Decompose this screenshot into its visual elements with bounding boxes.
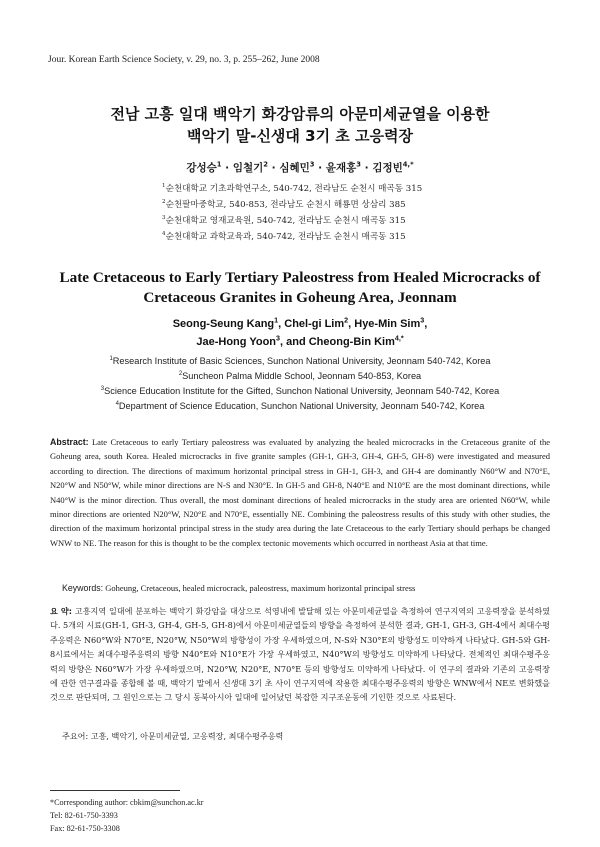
author-en-sup: 1 — [274, 316, 279, 325]
affiliation-text: Research Institute of Basic Sciences, Sunchon National University, Jeonnam 540-742, Korea — [112, 356, 491, 366]
author-en: Seong-Seung Kang — [172, 318, 275, 330]
abstract-ko — [50, 604, 550, 705]
english-title-line-1: Late Cretaceous to Early Tertiary Paleostress from Healed Microcracks of — [59, 269, 541, 286]
corresponding-author: *Corresponding author: cbkim@sunchon.ac.kr — [50, 798, 204, 807]
affiliation-text: Suncheon Palma Middle School, Jeonnam 540-853, Korea — [182, 371, 422, 381]
author-en-sep: , — [348, 318, 355, 330]
korean-affiliation — [162, 230, 406, 242]
affiliation-sup: 4 — [162, 231, 166, 238]
affiliation-sup: 2 — [178, 370, 183, 377]
author-en: Chel-gi Lim — [284, 318, 345, 330]
affiliation-sup: 1 — [109, 355, 113, 362]
english-affiliation — [0, 356, 600, 366]
abstract-label: Abstract: — [50, 437, 89, 447]
abstract-text: Late Cretaceous to early Tertiary paleostress was evaluated by analyzing the healed microcracks in the Cretaceous granite of the Goheung area, south Korea. Healed microcracks in five granite samples (GH-1, GH-3, GH-4, GH-5, GH-8) were investigated and measured according to direction. The directions of maximum horizontal principal stress in GH-1, GH-3, and GH-4 are dominantly N60°W and N70°E, N20°W and N50°W, while minor directions are N-S and N30°E. In GH-5 and GH-8, N40°E and N10°E are the most dominant directions, while N40°W is the minor direction. Thus overall, the most dominant directions of healed microcracks in the study area are oriented N60°W, while minor directions are oriented N20°W, N20°E and N70°E, essentially NE. Combining the paleostress results of this study with other studies, the direction of the maximum horizontal principal stress in the study area during the late Cretaceous to the early Tertiary should perhaps be changed WNW to NE. The reason for this is thought to be the complex tectonic movements which occurred in northeast Asia at that time. — [50, 437, 550, 548]
english-title-line-2: Cretaceous Granites in Goheung Area, Jeonnam — [143, 289, 457, 306]
abstract-ko-label: 요 약: — [50, 606, 72, 616]
affiliation-sup: 3 — [100, 385, 105, 392]
author-ko-sup: 1 — [216, 160, 222, 169]
author-en-sup: 4,* — [394, 334, 404, 343]
author-separator: · — [364, 162, 369, 174]
affiliation-text: 순천대학교 영재교육원, 540-742, 전라남도 순천시 매곡동 315 — [165, 216, 406, 226]
keywords-text: Goheung, Cretaceous, healed microcrack, paleostress, maximum horizontal principal stress — [105, 583, 416, 593]
affiliation-text: Science Education Institute for the Gifted, Sunchon National University, Jeonnam 540-742, Korea — [104, 386, 500, 396]
author-ko: 강성승 — [186, 162, 217, 174]
english-affiliation — [0, 371, 600, 381]
keywords-ko-label: 주요어: — [62, 731, 89, 741]
english-authors-line-2 — [0, 336, 600, 348]
journal-citation: Jour. Korean Earth Science Society, v. 29, no. 3, p. 255–262, June 2008 — [48, 55, 320, 65]
author-en-sup: 3 — [420, 316, 425, 325]
korean-affiliation — [162, 182, 422, 194]
abstract-ko-text: 고흥지역 일대에 분포하는 백악기 화강암을 대상으로 석영내에 발달해 있는 아문미세균열을 측정하여 연구지역의 고응력장을 분석하였다. 5개의 시료(GH-1, GH-3, GH-4, GH-5, GH-8)에서 아문미세균열들의 방향을 측정하여 분석한 결과, GH-1, GH-3, GH-4에서 최대수평주응력은 N60°W와 N70°E, N20°W, N50°W의 방향성이 가장 우세하였으며, N-S와 N30°E의 방향성도 미약하게 나타났다. GH-5와 GH-8시료에서는 최대수평주응력의 방향 N40°E와 N10°E가 가장 우세하였고, N40°W의 방향성도 미약하게 나타났다. 전체적인 최대수평주응력의 방향은 N60°W가 가장 우세하였으며, N20°W, N20°E, N70°E 등의 방향성도 미약하게 나타났다. 이 연구의 결과와 기존의 고응력장에 관한 연구결과를 종합해 볼 때, 백악기 말에서 신생대 3기 초 사이 연구지역에 작용한 최대수평주응력의 방향은 WNW에서 NE로 변화했을 것으로 판단되며, 그 원인으로는 그 당시 동북아시아 일대에 일어났던 복잡한 지구조운동에 기인한 것으로 사료된다. — [50, 606, 550, 703]
author-en: Jae-Hong Yoon — [196, 336, 277, 348]
affiliation-text: 순천대학교 과학교육과, 540-742, 전라남도 순천시 매곡동 315 — [165, 232, 406, 242]
author-ko: 윤재홍 — [325, 162, 357, 174]
author-ko-sup: 3 — [356, 160, 362, 169]
author-ko-sup: 2 — [263, 160, 269, 169]
affiliation-sup: 2 — [162, 199, 166, 206]
affiliation-text: 순천팔마중학교, 540-853, 전라남도 순천시 해룡면 상삼리 385 — [165, 200, 406, 210]
english-affiliation — [0, 401, 600, 411]
author-en: Hye-Min Sim — [354, 318, 421, 330]
author-ko: 김정빈 — [372, 162, 403, 174]
affiliation-text: 순천대학교 기초과학연구소, 540-742, 전라남도 순천시 매곡동 315 — [165, 184, 423, 194]
keywords-label: Keywords: — [62, 583, 104, 593]
affiliation-sup: 3 — [162, 215, 166, 222]
korean-affiliation — [162, 198, 406, 210]
author-en-sep: , — [424, 318, 428, 330]
affiliation-sup: 1 — [162, 183, 166, 190]
author-en-sep: , and — [280, 336, 309, 348]
affiliation-sup: 4 — [115, 400, 119, 407]
abstract-en — [50, 435, 550, 550]
keywords-en — [62, 583, 552, 593]
english-authors-line-1 — [0, 318, 600, 330]
author-separator: · — [318, 162, 323, 174]
author-en-sup: 3 — [276, 334, 280, 343]
author-en: Cheong-Bin Kim — [308, 336, 395, 348]
author-separator: · — [225, 162, 230, 174]
author-en-sup: 2 — [344, 316, 349, 325]
author-ko: 심혜민 — [279, 162, 310, 174]
keywords-ko-text: 고흥, 백악기, 아문미세균열, 고응력장, 최대수평주응력 — [90, 731, 284, 741]
affiliation-text: Department of Science Education, Sunchon National University, Jeonnam 540-742, Korea — [118, 401, 485, 411]
english-affiliation — [0, 386, 600, 396]
author-ko-sup: 4,* — [402, 160, 414, 169]
korean-title-line-1: 전남 고흥 일대 백악기 화강암류의 아문미세균열을 이용한 — [110, 105, 490, 123]
author-en-sep: , — [278, 318, 285, 330]
keywords-ko — [62, 731, 552, 742]
korean-affiliation — [162, 214, 406, 226]
author-ko-sup: 3 — [309, 160, 315, 169]
footnote-divider — [50, 790, 180, 791]
author-separator: · — [271, 162, 276, 174]
author-ko: 임철기 — [232, 162, 264, 174]
contact-fax: Fax: 82-61-750-3308 — [50, 824, 120, 833]
contact-tel: Tel: 82-61-750-3393 — [50, 811, 118, 820]
korean-title-line-2: 백악기 말-신생대 3기 초 고응력장 — [187, 127, 413, 145]
korean-authors — [0, 160, 600, 175]
